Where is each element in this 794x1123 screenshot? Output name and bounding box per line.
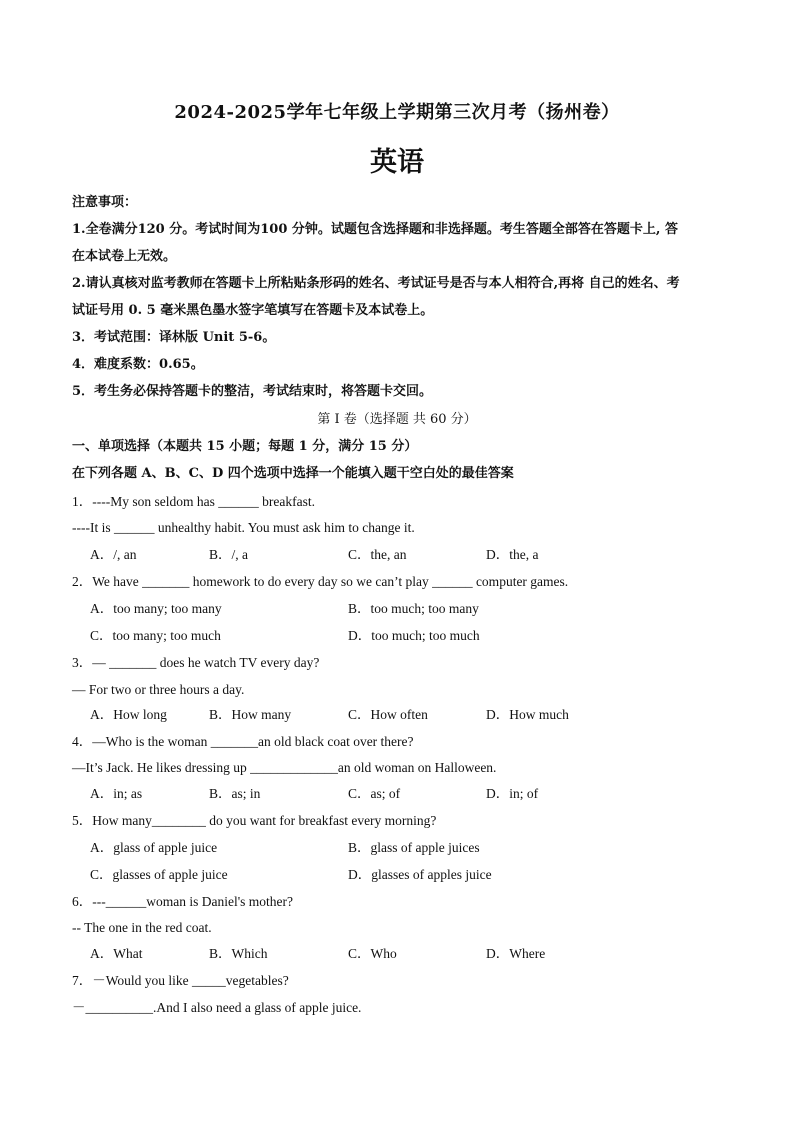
question-3-option-a[interactable]: A．How long xyxy=(90,707,167,722)
question-6-option-a[interactable]: A．What xyxy=(90,946,143,961)
question-1-stem-line-2: ----It is ______ unhealthy habit. You must ask him to change it. xyxy=(72,520,415,535)
question-3-option-b[interactable]: B．How many xyxy=(209,707,292,722)
question-1-option-c[interactable]: C．the, an xyxy=(348,547,407,562)
question-5-option-b[interactable]: B．glass of apple juices xyxy=(348,840,480,855)
question-4-option-d[interactable]: D．in; of xyxy=(486,786,539,801)
question-4-option-a[interactable]: A．in; as xyxy=(90,786,143,801)
question-2-option-c[interactable]: C．too many; too much xyxy=(90,628,221,643)
notice-item-3: 3．考试范围：译林版 Unit 5-6。 xyxy=(72,330,276,345)
part-heading: 一、单项选择（本题共 15 小题；每题 1 分，满分 15 分） xyxy=(72,439,418,454)
question-1-stem-line-1: 1．----My son seldom has ______ breakfast. xyxy=(72,494,315,509)
subject-title: 英语 xyxy=(370,147,424,178)
part-instruction: 在下列各题 A、B、C、D 四个选项中选择一个能填入题干空白处的最佳答案 xyxy=(72,466,514,481)
question-1-option-a[interactable]: A．/, an xyxy=(90,547,137,562)
notice-item-2b: 试证号用 0. 5 毫米黑色墨水签字笔填写在答题卡及本试卷上。 xyxy=(72,303,434,318)
question-5-option-d[interactable]: D．glasses of apples juice xyxy=(348,867,492,882)
question-4-stem-line-2: —It’s Jack. He likes dressing up _____________an old woman on Halloween. xyxy=(72,760,497,775)
exam-title: 2024-2025学年七年级上学期第三次月考（扬州卷） xyxy=(174,102,620,123)
notice-heading: 注意事项： xyxy=(72,195,138,210)
question-3-option-c[interactable]: C．How often xyxy=(348,707,428,722)
question-5-option-a[interactable]: A．glass of apple juice xyxy=(90,840,218,855)
question-2-stem-line-1: 2．We have _______ homework to do every day so we can’t play ______ computer games. xyxy=(72,574,569,589)
question-5-stem-line-1: 5．How many________ do you want for breakfast every morning? xyxy=(72,813,437,828)
question-2-option-b[interactable]: B．too much; too many xyxy=(348,601,479,616)
question-3-option-d[interactable]: D．How much xyxy=(486,707,569,722)
question-6-stem-line-1: 6．---______woman is Daniel's mother? xyxy=(72,894,294,909)
question-2-option-d[interactable]: D．too much; too much xyxy=(348,628,480,643)
notice-item-5: 5．考生务必保持答题卡的整洁，考试结束时，将答题卡交回。 xyxy=(72,384,433,399)
question-2-option-a[interactable]: A．too many; too many xyxy=(90,601,222,616)
question-6-stem-line-2: -- The one in the red coat. xyxy=(72,920,212,935)
question-4-option-c[interactable]: C．as; of xyxy=(348,786,401,801)
question-1-option-b[interactable]: B．/, a xyxy=(209,547,248,562)
question-3-stem-line-2: — For two or three hours a day. xyxy=(72,682,245,697)
notice-item-1a: 1.全卷满分120 分。考试时间为100 分钟。试题包含选择题和非选择题。考生答题全部答在答题卡上, 答 xyxy=(72,222,678,237)
question-6-option-b[interactable]: B．Which xyxy=(209,946,268,961)
notice-item-2a: 2.请认真核对监考教师在答题卡上所粘贴条形码的姓名、考试证号是否与本人相符合,再将 自己的姓名、考 xyxy=(72,276,680,291)
question-5-option-c[interactable]: C．glasses of apple juice xyxy=(90,867,228,882)
question-7-stem-line-1: 7．－Would you like _____vegetables? xyxy=(72,973,289,988)
question-6-option-c[interactable]: C．Who xyxy=(348,946,397,961)
question-1-option-d[interactable]: D．the, a xyxy=(486,547,539,562)
notice-item-1b: 在本试卷上无效。 xyxy=(72,249,177,264)
question-7-stem-line-2: －__________.And I also need a glass of apple juice. xyxy=(72,1000,362,1015)
question-4-stem-line-1: 4．—Who is the woman _______an old black coat over there? xyxy=(72,734,414,749)
question-3-stem-line-1: 3．— _______ does he watch TV every day? xyxy=(72,655,320,670)
question-6-option-d[interactable]: D．Where xyxy=(486,946,546,961)
question-4-option-b[interactable]: B．as; in xyxy=(209,786,261,801)
notice-item-4: 4．难度系数：0.65。 xyxy=(72,357,204,372)
volume-heading: 第 I 卷（选择题 共 60 分） xyxy=(317,412,477,427)
